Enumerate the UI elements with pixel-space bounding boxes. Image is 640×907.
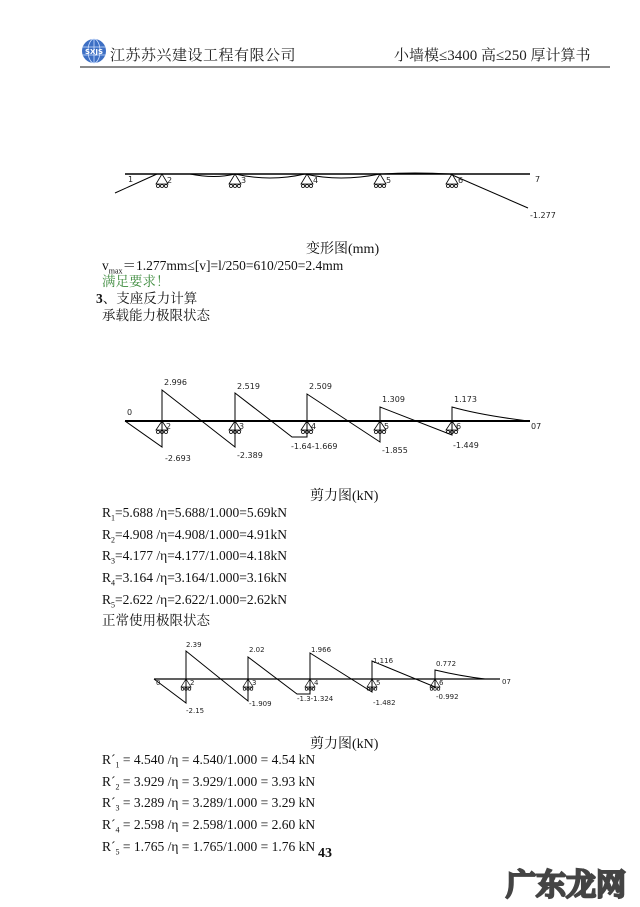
uls-title: 承载能力极限状态	[102, 308, 210, 323]
svg-text:4: 4	[314, 679, 319, 687]
svg-text:4: 4	[311, 422, 317, 431]
svg-text:2: 2	[166, 422, 172, 431]
check-subscript: max	[108, 266, 123, 276]
svg-text:2: 2	[190, 679, 195, 687]
svg-text:5: 5	[376, 679, 381, 687]
svg-text:-2.15: -2.15	[186, 707, 205, 715]
svg-text:1: 1	[128, 175, 134, 184]
reaction-row: $R´_4 = 2.598$ /η = 2.598/1.000 = 2.60 kN	[102, 817, 316, 835]
svg-text:-2.693: -2.693	[165, 454, 191, 463]
company-name: 江苏苏兴建设工程有限公司	[110, 48, 297, 64]
svg-text:6: 6	[458, 176, 464, 185]
svg-text:6: 6	[456, 422, 462, 431]
shear-uls-caption: 剪力图(kN)	[310, 489, 379, 504]
reaction-row: $R_3=4.177$ /η=4.177/1.000=4.18kN	[102, 548, 288, 567]
svg-text:-1.449: -1.449	[453, 441, 479, 450]
reaction-row: $R´_1 = 4.540$ /η = 4.540/1.000 = 4.54 kN	[102, 752, 316, 770]
svg-text:7: 7	[535, 175, 541, 184]
svg-text:07: 07	[502, 678, 511, 686]
svg-text:2.509: 2.509	[309, 382, 332, 391]
svg-text:2.39: 2.39	[186, 641, 202, 649]
svg-text:1.173: 1.173	[454, 395, 477, 404]
reaction-row: $R_2=4.908$ /η=4.908/1.000=4.91kN	[102, 526, 288, 545]
svg-text:-1.64-1.669: -1.64-1.669	[291, 442, 338, 451]
page-number: 43	[318, 846, 332, 861]
svg-text:-0.992: -0.992	[436, 693, 459, 701]
shear-sls-caption: 剪力图(kN)	[310, 737, 379, 752]
section-title: 、支座反力计算	[102, 291, 198, 306]
reactions-uls-list	[102, 505, 287, 629]
check-symbol: v	[102, 258, 109, 273]
svg-text:-1.277: -1.277	[530, 211, 556, 220]
header-divider	[80, 66, 610, 68]
reaction-row: $R_4=3.164$ /η=3.164/1.000=3.16kN	[102, 570, 288, 588]
sls-title: 正常使用极限状态	[102, 613, 210, 629]
svg-text:5: 5	[386, 176, 392, 185]
svg-text:1.966: 1.966	[311, 646, 332, 654]
svg-text:2: 2	[167, 176, 173, 185]
company-logo-icon	[80, 37, 108, 65]
svg-text:-1.909: -1.909	[249, 700, 272, 708]
document-title: 小墙模≤3400 高≤250 厚计算书	[394, 48, 591, 64]
deflection-diagram	[110, 160, 570, 230]
svg-text:2.996: 2.996	[164, 378, 187, 387]
shear-diagram-uls	[110, 365, 550, 475]
svg-text:4: 4	[313, 176, 319, 185]
check-expression: ＝1.277mm≤[v]=l/250=610/250=2.4mm	[122, 258, 344, 273]
svg-text:-1.855: -1.855	[382, 446, 408, 455]
svg-text:1.116: 1.116	[373, 657, 394, 665]
reaction-row: $R_1=5.688$ /η=5.688/1.000=5.69kN	[102, 505, 288, 523]
svg-text:1.309: 1.309	[382, 395, 405, 404]
svg-text:07: 07	[531, 422, 542, 431]
svg-text:5: 5	[384, 422, 390, 431]
svg-text:6: 6	[439, 679, 444, 687]
svg-text:-2.389: -2.389	[237, 451, 263, 460]
shear-diagram-sls	[140, 632, 520, 722]
deflection-caption: 变形图(mm)	[306, 242, 380, 257]
svg-text:0: 0	[156, 679, 161, 687]
svg-text:SXJS: SXJS	[84, 48, 104, 56]
svg-text:0: 0	[127, 408, 133, 417]
deflection-result: 满足要求！	[102, 274, 170, 289]
svg-text:-1.3-1.324: -1.3-1.324	[297, 695, 334, 703]
reaction-row: $R´_3 = 3.289$ /η = 3.289/1.000 = 3.29 kN	[102, 795, 316, 814]
svg-text:3: 3	[239, 422, 245, 431]
svg-text:2.519: 2.519	[237, 382, 260, 391]
reaction-row: $R´_5 = 1.765$ /η = 1.765/1.000 = 1.76 kN	[102, 838, 316, 857]
svg-text:0.772: 0.772	[436, 660, 457, 668]
reaction-row: $R_5=2.622$ /η=2.622/1.000=2.62kN	[102, 591, 288, 610]
section-3-heading	[96, 291, 197, 307]
section-number: 3	[96, 291, 103, 306]
watermark: 广东龙网	[506, 868, 626, 903]
svg-text:3: 3	[241, 176, 247, 185]
svg-text:3: 3	[252, 679, 257, 687]
reactions-sls-list	[102, 752, 315, 860]
svg-text:-1.482: -1.482	[373, 699, 396, 707]
reaction-row: $R´_2 = 3.929$ /η = 3.929/1.000 = 3.93 kN	[102, 773, 316, 792]
svg-text:2.02: 2.02	[249, 646, 265, 654]
